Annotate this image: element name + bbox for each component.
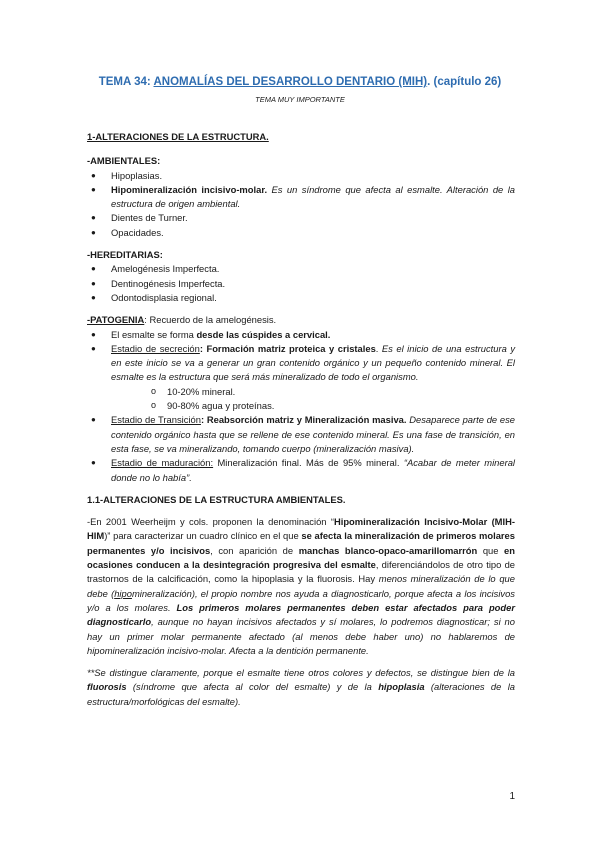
subheading-hereditarias: -HEREDITARIAS: xyxy=(87,249,163,261)
paragraph-mih xyxy=(87,515,515,658)
bold-italic-text: Los primeros molares permanentes deben estar afectados para poder diagnosticarlo xyxy=(87,601,515,628)
bold-text: manchas blanco-opaco-amarillomarrón xyxy=(298,544,478,556)
list-item: ● Hipoplasias. xyxy=(87,169,515,183)
plain-text: , diferenciándolos de otro tipo de trastornos de la calcificación, como la hipoplasia y la fluorosis. Hay xyxy=(87,559,515,585)
plain-text: Mineralización final. Más de 95% mineral. xyxy=(213,457,404,469)
subheading-ambientales: -AMBIENTALES: xyxy=(87,155,161,167)
patogenia-label: -PATOGENIA xyxy=(87,314,145,326)
list-item: ● Odontodisplasia regional. xyxy=(87,291,515,305)
italic-underlined-text: hipo xyxy=(114,587,132,599)
stage-label: Estadio de Transición xyxy=(111,414,201,426)
sublist-composition xyxy=(111,385,515,414)
bold-text: se afecta la mineralización de primeros molares permanentes y/o incisivos xyxy=(87,530,515,556)
list-item xyxy=(87,183,515,212)
list-item-secrecion xyxy=(87,342,515,413)
bold-italic-text: fluorosis xyxy=(87,681,127,693)
plain-text: . xyxy=(375,342,382,354)
italic-text: (alteraciones de la estructura/morfológicas del esmalte). xyxy=(87,681,515,707)
list-item xyxy=(87,328,515,342)
list-ambientales xyxy=(87,169,515,240)
italic-text: (síndrome que afecta al color del esmalte) y de la xyxy=(126,681,379,693)
page-title xyxy=(0,75,600,89)
section-heading-alteraciones: 1-ALTERACIONES DE LA ESTRUCTURA. xyxy=(87,131,269,142)
plain-text: que xyxy=(477,544,505,556)
sublist-item: o 90-80% agua y proteínas. xyxy=(151,399,515,413)
paragraph-note xyxy=(87,666,515,709)
plain-text: )” para caracterizar un cuadro clínico en el que xyxy=(104,530,302,542)
italic-text: Desaparece parte de ese contenido orgánico hasta que se rellene de ese contenido mineral. Es una fase de transición, en esta fase, se va mineralizando, tomando cuerpo (mineralización masiva). xyxy=(111,414,516,454)
sublist-item: o 10-20% mineral. xyxy=(151,385,515,399)
italic-text: mineralización), el propio nombre nos ayuda a diagnosticarlo, porque afecta a los incisivos y/o a los molares. xyxy=(87,587,515,613)
section-heading-ambientales: 1.1-ALTERACIONES DE LA ESTRUCTURA AMBIENTALES. xyxy=(87,493,346,505)
list-item-transicion xyxy=(87,413,515,456)
plain-text: -En 2001 Weerheijm y cols. proponen la denominación “ xyxy=(87,516,334,528)
title-suffix: . (capítulo 26) xyxy=(427,76,502,88)
list-patogenia xyxy=(87,328,515,485)
document-body xyxy=(87,130,515,709)
bold-text: Hipomineralización incisivo-molar. xyxy=(111,183,268,195)
list-item: ● Dentinogénesis Imperfecta. xyxy=(87,277,515,291)
list-item: ● Amelogénesis Imperfecta. xyxy=(87,262,515,276)
stage-label: Estadio de maduración: xyxy=(111,457,214,469)
plain-text: , con aparición de xyxy=(210,544,299,556)
page-subtitle: TEMA MUY IMPORTANTE xyxy=(255,95,345,104)
title-main: ANOMALÍAS DEL DESARROLLO DENTARIO (MIH) xyxy=(153,76,428,88)
patogenia-rest: : Recuerdo de la amelogénesis. xyxy=(144,314,277,326)
plain-text: El esmalte se forma xyxy=(111,328,197,340)
italic-text: , aunque no hayan incisivos afectados y sí molares, lo podremos diagnosticar; si no hay un primer molar permanente afectado (al menos debe haber uno) no hablaremos de hipomineralización incisivo-molar. Afecta a la dentición permanente. xyxy=(87,616,515,656)
italic-text: Es el inicio de una estructura y en este inicio se va a generar un gran contenido orgánico y un pequeño contenido mineral. El esmalte es la estructura que será más mineralizado de todo el organismo. xyxy=(111,342,516,383)
list-item: ● Dientes de Turner. xyxy=(87,211,515,225)
bold-text: : Formación matriz proteica y cristales xyxy=(199,342,376,354)
bold-text: Hipomineralización Incisivo-Molar (MIH-HIM xyxy=(87,516,515,542)
page-number: 1 xyxy=(509,791,515,802)
bold-text: desde las cúspides a cervical. xyxy=(196,328,331,340)
italic-text: **Se distingue claramente, porque el esmalte tiene otros colores y defectos, se distingue bien de la xyxy=(87,667,515,679)
subheading-patogenia xyxy=(87,313,515,327)
bold-text: : Reabsorción matriz y Mineralización masiva. xyxy=(200,414,407,426)
bold-italic-text: hipoplasia xyxy=(378,681,425,693)
list-hereditarias xyxy=(87,262,515,305)
stage-label: Estadio de secreción xyxy=(111,342,200,354)
italic-text: menos mineralización de lo que debe ( xyxy=(87,573,515,599)
italic-text: “Acabar de meter mineral donde no lo había”. xyxy=(111,457,516,483)
title-prefix: TEMA 34: xyxy=(98,76,154,88)
list-item: ● Opacidades. xyxy=(87,226,515,240)
list-item-maduracion xyxy=(87,456,515,485)
bold-text: en ocasiones conducen a la desintegración progresiva del esmalte xyxy=(87,544,515,571)
italic-text: Es un síndrome que afecta al esmalte. Alteración de la estructura de origen ambiental. xyxy=(111,183,515,210)
